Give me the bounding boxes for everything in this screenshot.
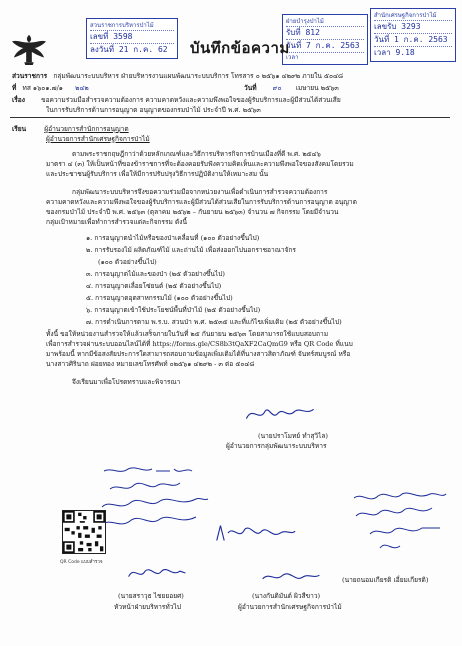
body-line: มาตรา ๔ (๓) ให้เป็นหน้าที่ของข้าราชการที่จะต้องคอยรับฟังความคิดเห็นและความพึงพอใจของสังคมโดยรวม bbox=[46, 160, 354, 168]
stamp-line: วันที่ 7 ก.ค. 2563 bbox=[286, 40, 364, 53]
signatory-main-title: ผู้อำนวยการกลุ่มพัฒนาระบบบริหาร bbox=[226, 442, 327, 450]
list-item: ๔. การอนุญาตเลื่อยโซ่ยนต์ (๒๕ ตัวอย่างขึ้นไป) bbox=[86, 282, 222, 290]
ref-line bbox=[12, 84, 89, 93]
signatory-right-name: (นายถนอมเกียรติ เอี่ยมเกียรติ) bbox=[342, 576, 429, 584]
salutation-recipient-2: ผู้อำนวยการสำนักเศรษฐกิจการป่าไม้ bbox=[46, 135, 150, 143]
stamp-line: รับที่ 812 bbox=[286, 27, 364, 40]
receipt-stamp-2 bbox=[282, 14, 368, 65]
stamp-line: ลงวันที่ 21 ก.ค. 62 bbox=[90, 45, 168, 54]
qr-code-label: QR Code แบบสำรวจ bbox=[60, 560, 103, 565]
body-line: ความคาดหวังและความพึงพอใจของผู้รับบริการและผู้มีส่วนได้ส่วนเสียในการรับบริการด้านการอนุญาต อนุญาต bbox=[46, 198, 357, 206]
list-item: ๕. การอนุญาตอุตสาหกรรมไม้ (๑๐๐ ตัวอย่างขึ้นไป) bbox=[86, 294, 233, 302]
handwritten-note-right bbox=[350, 488, 450, 572]
garuda-emblem-icon bbox=[10, 32, 48, 66]
body-line: ทั้งนี้ ขอให้หน่วยงานสำรวจให้แล้วเสร็จภายในวันที่ ๒๕ กันยายน ๒๕๖๓ โดยสามารถใช้แบบสอบถาม bbox=[46, 330, 329, 338]
date-label: วันที่ bbox=[244, 84, 257, 92]
signatory-main-name: (นายปราโมทย์ ทำสุวิไล) bbox=[258, 432, 328, 440]
body-line: ตามพระราชกฤษฎีกาว่าด้วยหลักเกณฑ์และวิธีการบริหารกิจการบ้านเมืองที่ดี พ.ศ. ๒๕๔๖ bbox=[72, 150, 321, 158]
signature-left bbox=[122, 562, 192, 584]
salutation-recipient-1: ผู้อำนวยการสำนักการอนุญาต bbox=[44, 125, 129, 133]
receipt-stamp-1 bbox=[86, 18, 178, 59]
stamp-line: เลขรับ 3293 bbox=[374, 21, 452, 34]
list-item: ๒. การรับรองไม้ ผลิตภัณฑ์ไม้ และถ่านไม้ เพื่อส่งออกไปนอกราชอาณาจักร bbox=[86, 246, 296, 254]
body-line: เพื่อการสำรวจผ่านระบบออนไลน์ได้ที่ https://forms.gle/CS8b3tQaXF2CaQmG9 หรือ QR Code ที่แนบ bbox=[46, 340, 353, 348]
signatory-left-title: หัวหน้าฝ่ายบริหารทั่วไป bbox=[114, 603, 181, 611]
ref-number: ๒๔๒ bbox=[75, 84, 89, 92]
list-item: ๑. การอนุญาตนำไม้หรือของป่าเคลื่อนที่ (๑๐๐ ตัวอย่างขึ้นไป) bbox=[86, 234, 260, 242]
subject-line-1 bbox=[12, 96, 341, 105]
salutation-line-1 bbox=[12, 125, 129, 134]
agency-line bbox=[12, 72, 343, 81]
ref-label: ที่ bbox=[12, 84, 17, 92]
body-line: กลุ่มเป้าหมายเพื่อทำการสำรวจแต่ละกิจกรรม ดังนี้ bbox=[46, 218, 187, 226]
body-line: ของกรมป่าไม้ ประจำปี พ.ศ. ๒๕๖๓ (ตุลาคม ๒๕๖๒ – กันยายน ๒๕๖๓) จำนวน ๗ กิจกรรม โดยมีจำนวน bbox=[46, 208, 339, 216]
signature-center bbox=[210, 520, 300, 548]
handwritten-note-left bbox=[100, 462, 210, 534]
signatory-center-name: (นางกันติมันต์ ผิวสีขาว) bbox=[252, 592, 321, 600]
qr-code-icon[interactable] bbox=[62, 510, 106, 554]
stamp-line: วันที่ 1 ก.ค. 2563 bbox=[374, 34, 452, 47]
list-item: ๗. การดำเนินการตาม พ.ร.บ. สวนป่า พ.ศ. ๒๕๓๕ และที่แก้ไขเพิ่มเติม (๒๕ ตัวอย่างขึ้นไป) bbox=[86, 318, 342, 326]
subject-label: เรื่อง bbox=[12, 96, 25, 104]
body-line: มาพร้อมนี้ หากมีข้อสงสัยประการใดสามารถสอบถามข้อมูลเพิ่มเติมได้ที่นางสาวสิตาภัณฑ์ จันทร์สมบูรณ์ หรือ bbox=[46, 350, 351, 358]
date-line bbox=[244, 84, 339, 93]
signature-center-bottom bbox=[256, 566, 326, 588]
signature-main bbox=[240, 400, 320, 428]
stamp-line: เวลา 9.18 bbox=[374, 48, 415, 57]
list-item: ๓. การอนุญาตไม้และของป่า (๒๕ ตัวอย่างขึ้นไป) bbox=[86, 270, 225, 278]
receipt-stamp-3 bbox=[370, 8, 456, 62]
date-day: ๙๐ bbox=[272, 84, 282, 92]
body-line: และประชาชนผู้รับบริการ เพื่อให้มีการปรับปรุงวิธีการปฏิบัติงานให้เหมาะสม นั้น bbox=[46, 170, 269, 178]
date-rest: เมษายน ๒๕๖๓ bbox=[295, 84, 339, 92]
stamp-line: เวลา bbox=[286, 54, 299, 61]
salutation-label: เรียน bbox=[12, 125, 27, 133]
body-line: นางสาวศิรินาถ ฝอยทอง หมายเลขโทรศัพท์ ๐๒๕๖๑ ๔๒๙๒ - ๓ ต่อ ๕๐๔๘ bbox=[46, 360, 255, 368]
stamp-line: ฝ่ายบำรุงป่าไม้ bbox=[286, 17, 364, 27]
signatory-center-title: ผู้อำนวยการสำนักเศรษฐกิจการป่าไม้ bbox=[238, 603, 342, 611]
body-line: กลุ่มพัฒนาระบบบริหารจึงขอความร่วมมือจากหน่วยงานเพื่อดำเนินการสำรวจความต้องการ bbox=[72, 188, 328, 196]
agency-label: ส่วนราชการ bbox=[12, 72, 48, 80]
stamp-line: สวนราชการบริหารป่าไม้ bbox=[90, 21, 174, 31]
subject-line-2: ในการรับบริการด้านการอนุญาต อนุญาตของกรมป่าไม้ ประจำปี พ.ศ. ๒๕๖๓ bbox=[46, 106, 261, 114]
memo-title: บันทึกข้อความ bbox=[190, 39, 290, 57]
list-item: (๑๐๐ ตัวอย่างขึ้นไป) bbox=[98, 258, 157, 266]
signatory-left-name: (นายสราวุธ ไชยยอยศ) bbox=[118, 592, 184, 600]
subject-text-1: ขอความร่วมมือสำรวจความต้องการ ความคาดหวังและความพึงพอใจของผู้รับบริการและผู้มีส่วนได้ส่วนเสีย bbox=[41, 96, 341, 104]
closing-line: จึงเรียนมาเพื่อโปรดทราบและพิจารณา bbox=[72, 378, 181, 386]
stamp-line: สำนักเศรษฐกิจการป่าไม้ bbox=[374, 11, 452, 21]
list-item: ๖. การอนุญาตเข้าใช้ประโยชน์พื้นที่ป่าไม้ (๒๕ ตัวอย่างขึ้นไป) bbox=[86, 306, 261, 314]
stamp-line: เลขที่ 3598 bbox=[90, 31, 174, 44]
ref-text: ทส ๑๖๐๑.๗/๑ bbox=[22, 84, 63, 92]
header-divider bbox=[10, 117, 450, 118]
agency-text: กลุ่มพัฒนาระบบบริหาร ฝ่ายบริหารงานแผนพัฒนาระบบบริการ โทรสาร ๐ ๒๕๖๑ ๔๒๙๒ ภายใน ๕๐๔๘ bbox=[53, 72, 344, 80]
